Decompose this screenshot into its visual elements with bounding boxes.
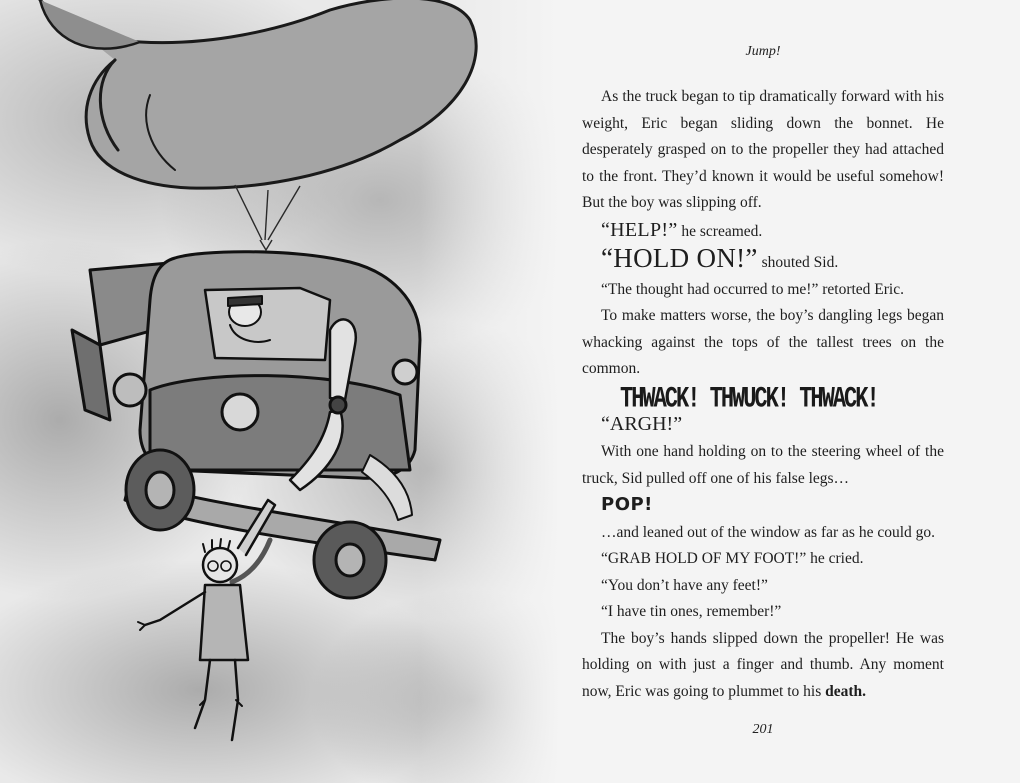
sound-effect-line [582, 492, 944, 520]
paragraph: With one hand holding on to the steering wheel of the truck, Sid pulled off one of his false legs… [582, 443, 944, 487]
paragraph-text: The boy’s hands slipped down the propeller! He was holding on with just a finger and thumb. Any moment now, Eric was going to plummet to his [582, 629, 944, 700]
sound-effect-line [582, 381, 944, 416]
emphasis-text: death. [825, 682, 867, 700]
shout-text: “HOLD ON!” [601, 243, 758, 273]
paragraph: “GRAB HOLD OF MY FOOT!” he cried. [601, 550, 864, 567]
dialogue-line [582, 217, 944, 246]
paragraph: “You don’t have any feet!” [601, 576, 768, 594]
shout-text: “ARGH!” [601, 412, 683, 435]
sound-effect-pop: POP! [601, 494, 653, 515]
dialogue-tag: shouted Sid. [757, 254, 839, 271]
paragraph: To make matters worse, the boy’s dangling legs began whacking against the tops of the tallest trees on the common. [582, 307, 944, 377]
running-head: Jump! [745, 44, 781, 59]
paragraph [582, 626, 944, 706]
body-text [582, 84, 944, 705]
paragraph: “I have tin ones, remember!” [601, 603, 782, 620]
shout-text: “HELP!” [601, 218, 678, 241]
dialogue-tag: he screamed. [677, 222, 763, 240]
page-number: 201 [752, 722, 774, 737]
paragraph: “The thought had occurred to me!” retorted Eric. [601, 280, 904, 298]
paragraph: …and leaned out of the window as far as he could go. [601, 523, 936, 541]
sound-effect-thwack: THWACK! THWUCK! THWACK! [620, 381, 878, 416]
dialogue-line [582, 245, 944, 277]
paragraph: As the truck began to tip dramatically forward with his weight, Eric began sliding down the bonnet. He desperately grasped on to the propeller they had attached to the front. They’d known it would be useful somehow! But the boy was slipping off. [582, 88, 944, 211]
